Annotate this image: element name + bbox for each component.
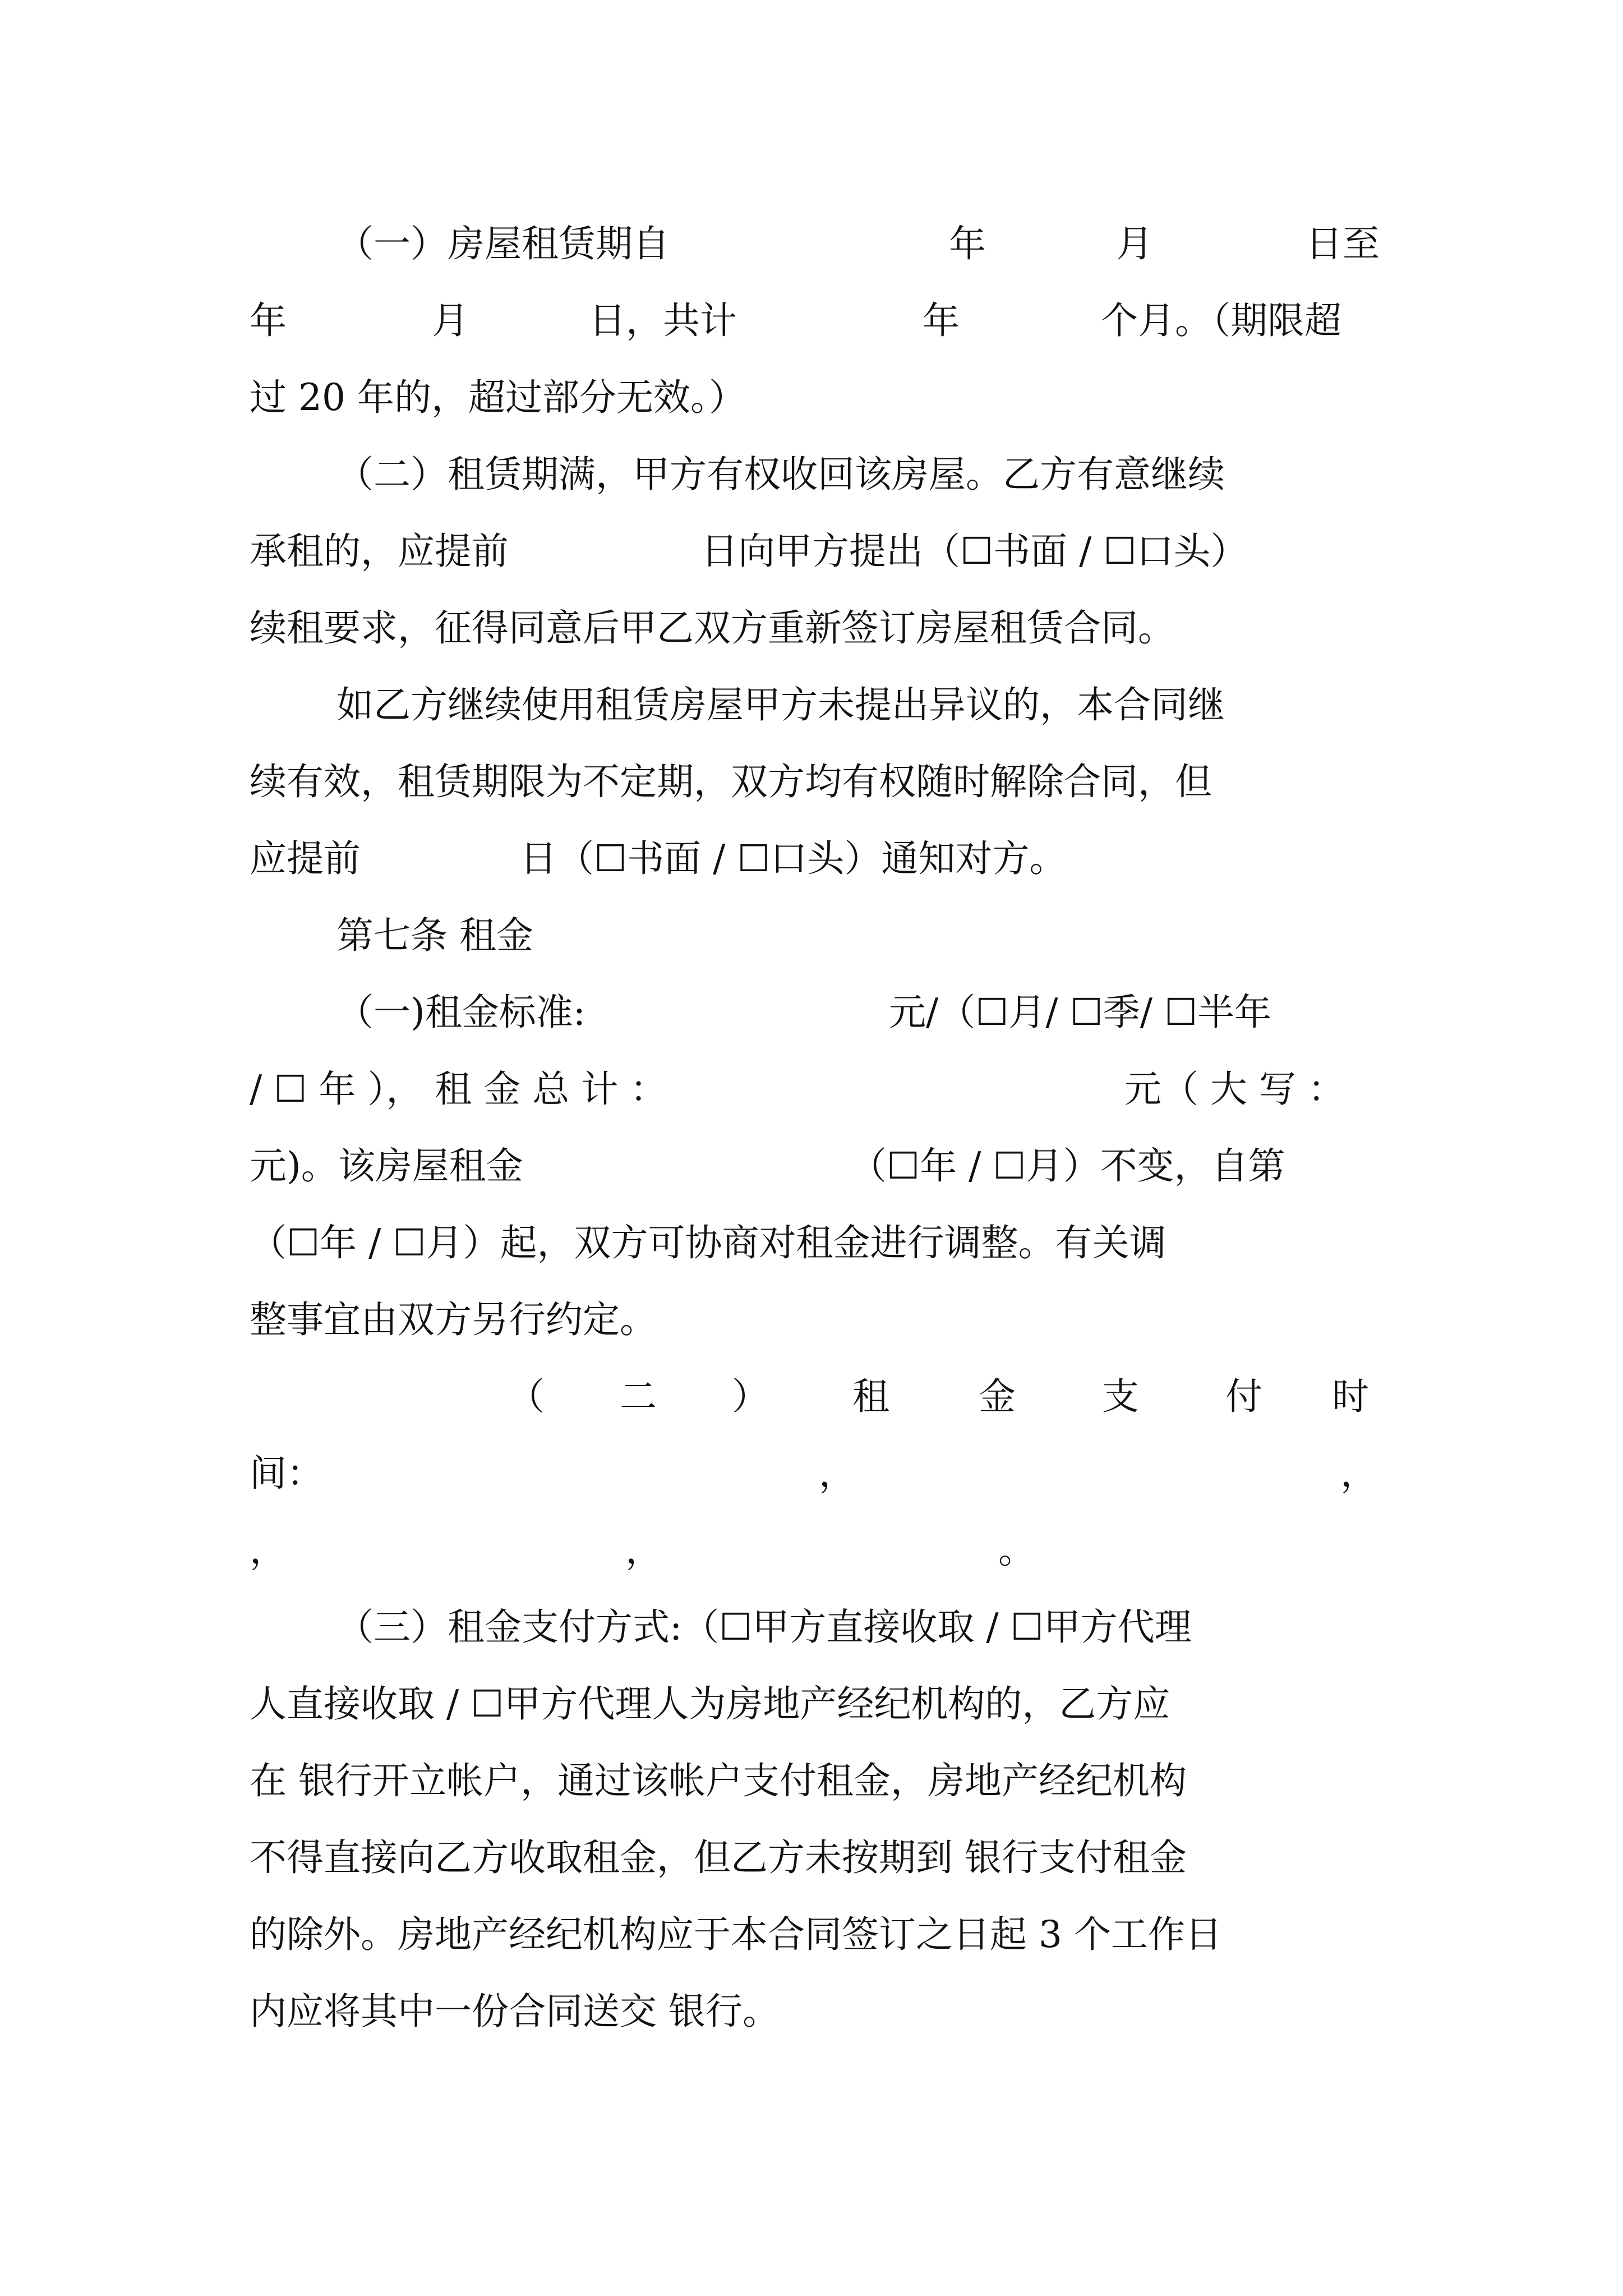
text-line [250,367,1388,429]
text-segment: （一)租金标准: [336,991,585,1034]
text-line [336,444,1388,505]
text-segment: ， [625,1529,662,1572]
text-segment: ， [819,1452,856,1495]
text-segment: 二 [620,1375,657,1418]
text-segment: 金 [979,1375,1016,1418]
text-segment: 年 [250,299,287,342]
text-segment: 年 [923,299,960,342]
text-segment: 支 [1102,1375,1139,1418]
text-segment: （一）房屋租赁期自 [336,222,670,265]
text-segment: 续有效，租赁期限为不定期，双方均有权随时解除合同，但 [250,760,1212,803]
text-segment: ） [732,1375,769,1418]
text-line [336,213,1388,275]
text-line [250,1059,1388,1120]
text-line [250,1981,1388,2042]
text-segment: 如乙方继续使用租赁房屋甲方未提出异议的，本合同继 [336,683,1225,726]
text-line [250,1827,1388,1889]
text-line [250,290,1388,352]
text-line [336,1596,1388,1658]
text-line [250,751,1388,813]
text-line [250,597,1388,659]
text-segment: 月 [432,299,469,342]
text-segment: 间： [250,1452,324,1495]
text-segment: （二）租赁期满，甲方有权收回该房屋。乙方有意继续 [336,453,1225,496]
text-segment: 的除外。房地产经纪机构应于本合同签订之日起 3 个工作日 [250,1913,1222,1956]
text-segment: 内应将其中一份合同送交 银行。 [250,1990,780,2033]
text-segment: 过 20 年的，超过部分无效。） [250,376,746,419]
text-segment: 时 [1332,1375,1369,1418]
text-segment: 月 [1116,222,1153,265]
text-line [250,521,1388,582]
text-line [250,1366,1388,1428]
text-segment: 元/（☐月/ ☐季/ ☐半年 [889,991,1272,1034]
text-line [336,674,1388,736]
text-segment: （三）租金支付方式:（☐甲方直接收取 / ☐甲方代理 [336,1605,1192,1649]
text-segment: ， [1340,1452,1377,1495]
text-segment: 人直接收取 / ☐甲方代理人为房地产经纪机构的，乙方应 [250,1682,1170,1726]
text-segment: 。 [998,1529,1035,1572]
text-line [250,1750,1388,1812]
text-segment: / ☐ 年 ）， 租 金 总 计 ： [250,1068,667,1111]
text-segment: 日（☐书面 / ☐口头）通知对方。 [520,837,1067,880]
text-line [250,1520,1388,1581]
text-segment: 元)。该房屋租金 [250,1144,523,1188]
section-heading [336,905,1388,967]
text-segment: 租 [852,1375,889,1418]
text-segment: 应提前 [250,837,361,880]
text-segment: 个月。（期限超 [1101,299,1341,342]
text-line [250,828,1388,890]
text-line [336,982,1388,1043]
text-segment: 不得直接向乙方收取租金，但乙方未按期到 银行支付租金 [250,1836,1187,1879]
text-segment: 付 [1225,1375,1262,1418]
text-segment: 整事宜由双方另行约定。 [250,1298,657,1341]
text-segment: 第七条 租金 [336,914,533,957]
text-segment: 在 银行开立帐户，通过该帐户支付租金，房地产经纪机构 [250,1759,1187,1802]
text-segment: 承租的，应提前 [250,530,509,573]
text-segment: （☐年 / ☐月）不变，自第 [850,1144,1285,1188]
text-line [250,1289,1388,1351]
text-segment: 年 [949,222,986,265]
text-segment: 日向甲方提出（☐书面 / ☐口头） [701,530,1248,573]
text-segment: （☐年 / ☐月）起，双方可协商对租金进行调整。有关调 [250,1221,1166,1264]
text-line [250,1135,1388,1197]
text-segment: 元（ 大 写 ： [1124,1068,1345,1111]
text-segment: （ [508,1375,545,1418]
text-line [250,1673,1388,1735]
text-segment: 日，共计 [589,299,737,342]
text-segment: 日至 [1306,222,1380,265]
text-segment: ， [250,1529,287,1572]
text-segment: 续租要求，征得同意后甲乙双方重新签订房屋租赁合同。 [250,606,1175,650]
text-line [250,1212,1388,1274]
text-line [250,1443,1388,1504]
text-line [250,1904,1388,1966]
